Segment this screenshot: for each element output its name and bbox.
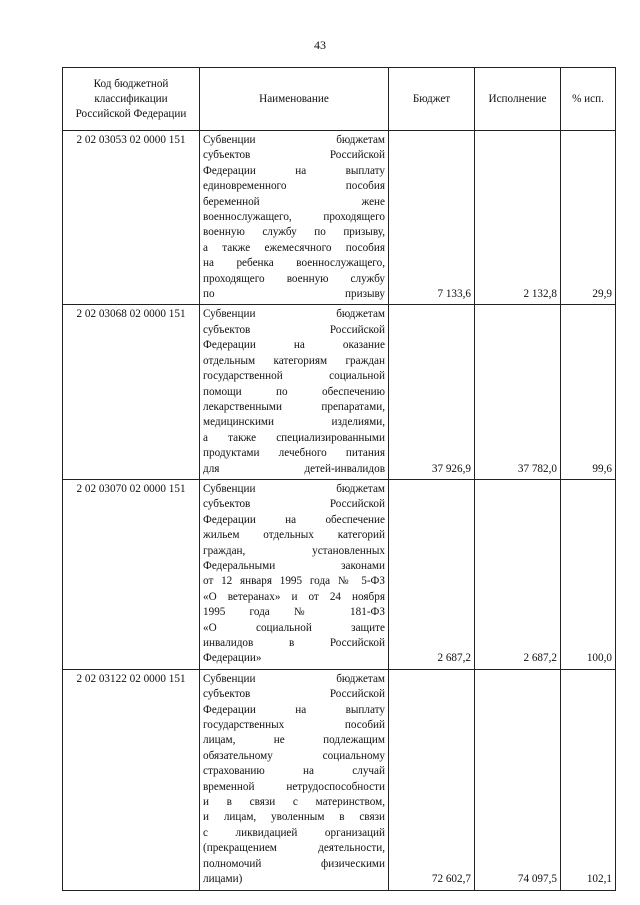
cell-budget: 7 133,6 [389, 131, 475, 305]
name-line: проходящего военную службу [203, 272, 385, 285]
name-line: лицами) [203, 873, 243, 886]
name-line: для детей-инвалидов [203, 462, 385, 475]
table-row [63, 479, 616, 669]
page-number: 43 [314, 38, 326, 52]
cell-name [200, 479, 389, 669]
cell-code: 2 02 03068 02 0000 151 [63, 305, 200, 479]
name-line: по призыву [203, 288, 385, 301]
cell-code: 2 02 03053 02 0000 151 [63, 131, 200, 305]
name-line: Федеральными законами [203, 559, 385, 572]
header-budget: Бюджет [389, 68, 475, 131]
cell-budget: 2 687,2 [389, 479, 475, 669]
name-line: Субвенции бюджетам [203, 482, 385, 495]
cell-percent: 29,9 [561, 131, 616, 305]
name-line: Субвенции бюджетам [203, 672, 385, 685]
name-line: от 12 января 1995 года № 5-ФЗ [203, 575, 385, 588]
table-row [63, 131, 616, 305]
budget-table [62, 67, 616, 891]
cell-name [200, 131, 389, 305]
name-line: а также ежемесячного пособия [203, 241, 385, 254]
name-line: Субвенции бюджетам [203, 134, 385, 146]
cell-code: 2 02 03070 02 0000 151 [63, 479, 200, 669]
name-line: страхованию на случай [203, 765, 385, 778]
name-line: отдельным категориям граждан [203, 354, 385, 367]
header-percent: % исп. [561, 68, 616, 131]
table-header-row [63, 68, 616, 131]
name-line: полномочий физическими [203, 857, 385, 870]
table-row [63, 669, 616, 890]
name-line: Федерации» [203, 652, 262, 665]
name-line: лицам, не подлежащим [203, 734, 385, 747]
name-line: 1995 года № 181-ФЗ [203, 606, 385, 619]
name-line: беременной жене [203, 195, 385, 208]
name-line: Федерации на обеспечение [203, 513, 385, 526]
name-line: Федерации на выплату [203, 703, 385, 716]
name-line: инвалидов в Российской [203, 637, 385, 649]
cell-execution: 37 782,0 [475, 305, 561, 479]
name-line: лекарственными препаратами, [203, 400, 385, 413]
cell-execution: 74 097,5 [475, 669, 561, 890]
name-line: продуктами лечебного питания [203, 447, 385, 460]
name-line: Федерации на выплату [203, 164, 385, 177]
name-line: государственной социальной [203, 370, 385, 383]
name-line: Федерации на оказание [203, 339, 385, 352]
name-line: (прекращением деятельности, [203, 842, 385, 855]
cell-percent: 99,6 [561, 305, 616, 479]
name-line: государственных пособий [203, 719, 385, 732]
cell-budget: 72 602,7 [389, 669, 475, 890]
name-line: обязательному социальному [203, 749, 385, 762]
name-line: и в связи с материнством, [203, 796, 385, 809]
name-line: субъектов Российской [203, 149, 385, 162]
name-line: и лицам, уволенным в связи [203, 811, 385, 824]
name-line: на ребенка военнослужащего, [203, 257, 385, 270]
cell-execution: 2 687,2 [475, 479, 561, 669]
name-line: «О социальной защите [203, 621, 385, 634]
header-execution: Исполнение [475, 68, 561, 131]
name-line: жильем отдельных категорий [203, 529, 385, 542]
name-line: «О ветеранах» и от 24 ноября [203, 590, 385, 603]
name-line: военнослужащего, проходящего [203, 211, 385, 224]
header-code: Код бюджетной классификации Российской Федерации [63, 68, 200, 131]
cell-percent: 102,1 [561, 669, 616, 890]
header-name: Наименование [200, 68, 389, 131]
cell-execution: 2 132,8 [475, 131, 561, 305]
name-line: военную службу по призыву, [203, 226, 385, 239]
name-line: Субвенции бюджетам [203, 308, 385, 321]
name-line: медицинскими изделиями, [203, 416, 385, 429]
cell-name [200, 669, 389, 890]
cell-name [200, 305, 389, 479]
cell-budget: 37 926,9 [389, 305, 475, 479]
cell-percent: 100,0 [561, 479, 616, 669]
cell-code: 2 02 03122 02 0000 151 [63, 669, 200, 890]
name-line: помощи по обеспечению [203, 385, 385, 398]
name-line: субъектов Российской [203, 688, 385, 701]
table-body [63, 131, 616, 891]
name-line: а также специализированными [203, 431, 385, 444]
name-line: граждан, установленных [203, 544, 385, 557]
name-line: субъектов Российской [203, 323, 385, 336]
name-line: единовременного пособия [203, 180, 385, 193]
table-row [63, 305, 616, 479]
name-line: субъектов Российской [203, 498, 385, 511]
name-line: временной нетрудоспособности [203, 780, 385, 793]
name-line: с ликвидацией организаций [203, 826, 385, 839]
